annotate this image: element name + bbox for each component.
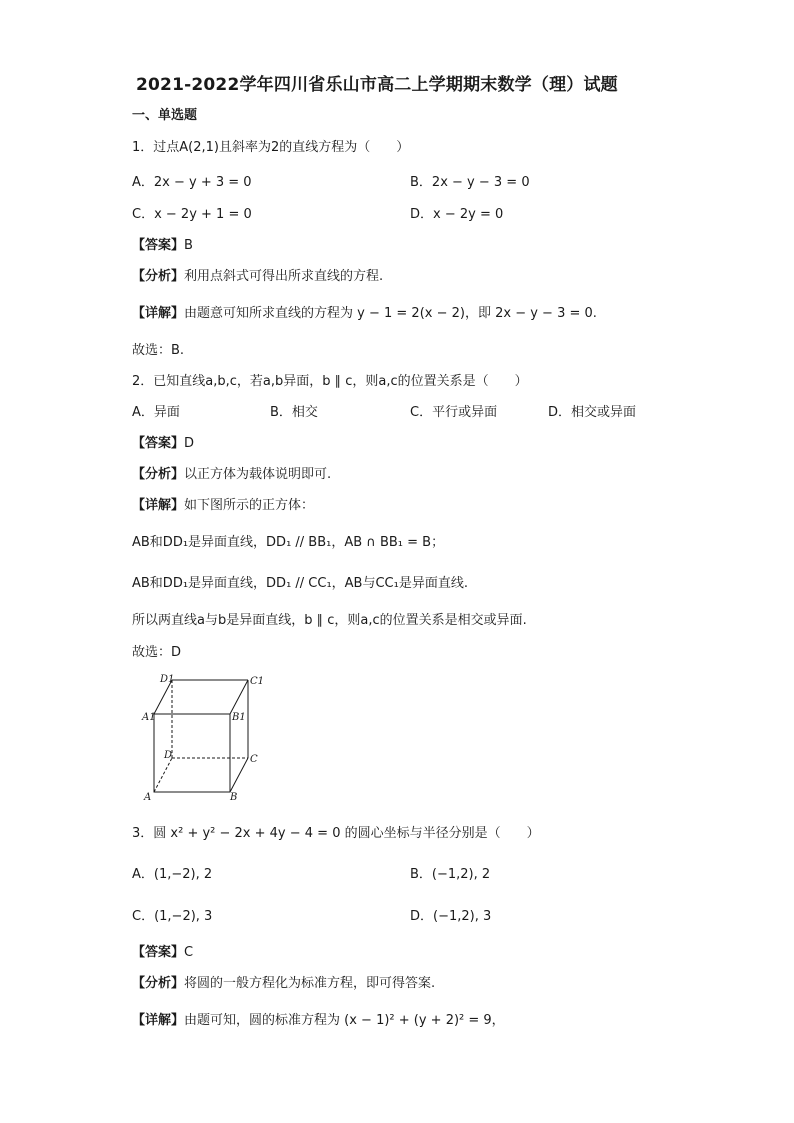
q1-answer — [132, 234, 193, 253]
q1-option-d: D．x − 2y = 0 — [410, 207, 504, 222]
answer-label: 【答案】 — [132, 945, 185, 960]
edge-a1d1 — [154, 680, 172, 714]
label-d: D — [164, 750, 173, 761]
q3-option-a: A．(1,−2), 2 — [132, 867, 213, 882]
q2-detail-text: 如下图所示的正方体： — [184, 498, 315, 513]
q3-option-c: C．(1,−2), 3 — [132, 909, 213, 924]
q2-answer — [132, 432, 194, 451]
q2-detail — [132, 494, 314, 513]
answer-label: 【答案】 — [132, 238, 185, 253]
q1-answer-value: B — [184, 238, 193, 253]
q2-stem: 2．已知直线a,b,c，若a,b异面，b ∥ c，则a,c的位置关系是（ ） — [132, 374, 528, 389]
q2-option-b: B．相交 — [270, 405, 318, 420]
label-c1: C1 — [250, 676, 265, 687]
edge-bc — [230, 758, 248, 792]
q1-conclusion: 故选：B. — [132, 343, 185, 358]
answer-label: 【答案】 — [132, 436, 185, 451]
q2-analysis — [132, 463, 331, 482]
label-d1: D1 — [160, 674, 175, 685]
label-a1: A1 — [142, 712, 156, 723]
q2-option-c: C．平行或异面 — [410, 405, 498, 420]
label-b: B — [230, 792, 238, 803]
q1-analysis-text: 利用点斜式可得出所求直线的方程. — [184, 269, 384, 284]
q2-option-d: D．相交或异面 — [548, 405, 637, 420]
q3-detail-text: 由题可知，圆的标准方程为 (x − 1)² + (y + 2)² = 9， — [184, 1013, 505, 1028]
q1-option-c: C．x − 2y + 1 = 0 — [132, 207, 252, 222]
q1-stem: 1．过点A(2,1)且斜率为2的直线方程为（ ） — [132, 140, 410, 155]
analysis-label: 【分析】 — [132, 976, 185, 991]
q3-analysis-text: 将圆的一般方程化为标准方程，即可得答案. — [184, 976, 436, 991]
analysis-label: 【分析】 — [132, 269, 185, 284]
q3-stem: 3．圆 x² + y² − 2x + 4y − 4 = 0 的圆心坐标与半径分别是（ ） — [132, 826, 540, 841]
edge-ad-hidden — [154, 758, 172, 792]
label-a: A — [144, 792, 152, 803]
q1-option-a: A．2x − y + 3 = 0 — [132, 175, 252, 190]
page-title: 2021-2022学年四川省乐山市高二上学期期末数学（理）试题 — [136, 75, 618, 95]
label-b1: B1 — [232, 712, 246, 723]
detail-label: 【详解】 — [132, 498, 185, 513]
q2-line3: 所以两直线a与b是异面直线，b ∥ c，则a,c的位置关系是相交或异面. — [132, 613, 527, 628]
q1-detail — [132, 302, 597, 321]
q3-option-d: D．(−1,2), 3 — [410, 909, 492, 924]
q2-conclusion: 故选：D — [132, 645, 182, 660]
q2-option-a: A．异面 — [132, 405, 180, 420]
detail-label: 【详解】 — [132, 1013, 185, 1028]
q2-answer-value: D — [184, 436, 195, 451]
q3-answer — [132, 941, 193, 960]
edge-b1c1 — [230, 680, 248, 714]
label-c: C — [250, 754, 258, 765]
cube-figure — [140, 672, 270, 804]
section-heading: 一、单选题 — [132, 108, 198, 123]
q3-detail — [132, 1009, 505, 1028]
q2-line1: AB和DD₁是异面直线，DD₁ // BB₁，AB ∩ BB₁ = B； — [132, 535, 445, 550]
analysis-label: 【分析】 — [132, 467, 185, 482]
q3-option-b: B．(−1,2), 2 — [410, 867, 491, 882]
q3-analysis — [132, 972, 435, 991]
q1-detail-text: 由题意可知所求直线的方程为 y − 1 = 2(x − 2)，即 2x − y − 3 = 0. — [184, 306, 597, 321]
q2-analysis-text: 以正方体为载体说明即可. — [184, 467, 332, 482]
q2-line2: AB和DD₁是异面直线，DD₁ // CC₁，AB与CC₁是异面直线. — [132, 576, 468, 591]
q1-analysis — [132, 265, 383, 284]
q3-answer-value: C — [184, 945, 194, 960]
q1-option-b: B．2x − y − 3 = 0 — [410, 175, 530, 190]
detail-label: 【详解】 — [132, 306, 185, 321]
